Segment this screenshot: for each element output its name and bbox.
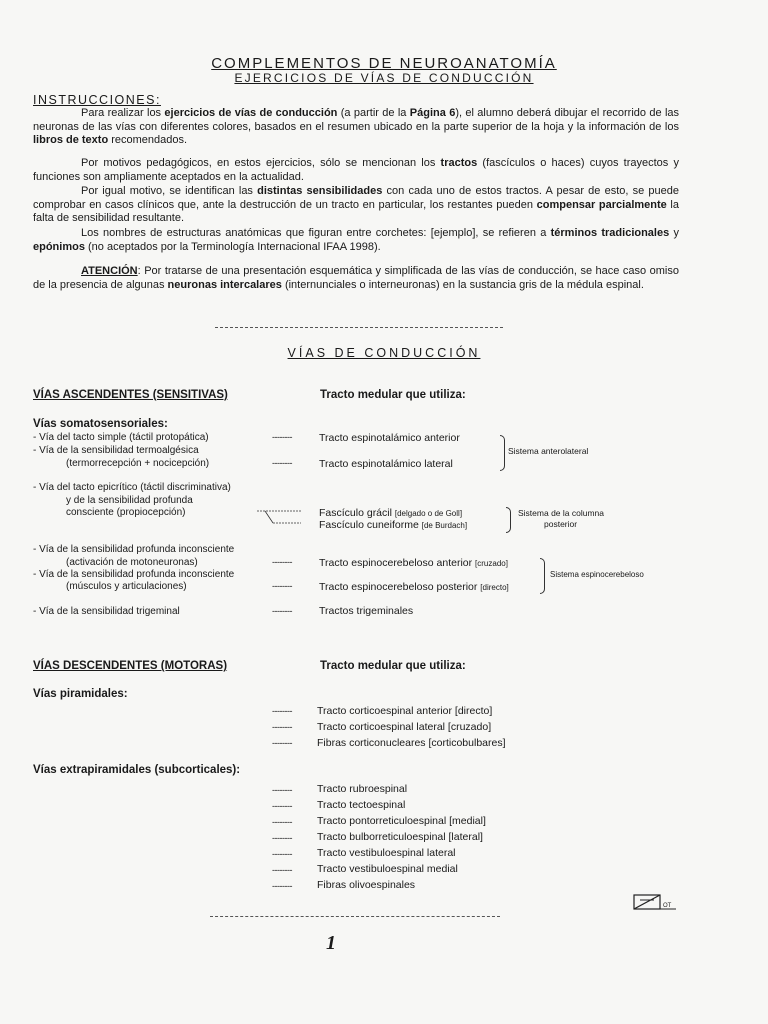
ascending-heading: VÍAS ASCENDENTES (SENSITIVAS) xyxy=(33,389,228,401)
author-stamp-icon xyxy=(632,891,678,915)
instructions-paragraph-4: Los nombres de estructuras anatómicas que figuran entre corchetes: [ejemplo], se refieren a términos tradicionales y epónimos (no aceptados por la Terminología Internacional IFAA 1998). xyxy=(33,227,680,253)
tract-pontorreticuloespinal: Tracto pontorreticuloespinal [medial] xyxy=(317,815,486,827)
svg-text:OT: OT xyxy=(663,903,672,909)
row-termoalgesica: - Vía de la sensibilidad termoalgésica xyxy=(33,445,199,456)
row-tacto-epicritico: - Vía del tacto epicrítico (táctil discriminativa) xyxy=(33,482,231,493)
group-columna-posterior-2: posterior xyxy=(544,519,578,529)
dash-ext-3: -------- xyxy=(272,817,292,827)
dash-1: -------- xyxy=(272,432,292,442)
dash-2: -------- xyxy=(272,458,292,468)
row-tacto-simple: - Vía del tacto simple (táctil protopática) xyxy=(33,432,209,443)
row-tacto-epicritico-2: y de la sensibilidad profunda xyxy=(66,495,193,506)
instructions-label: INSTRUCCIONES: xyxy=(33,93,161,107)
tract-rubroespinal: Tracto rubroespinal xyxy=(317,783,408,795)
dash-ext-6: -------- xyxy=(272,865,292,875)
tract-tectoespinal: Tracto tectoespinal xyxy=(317,799,406,811)
divider-bottom xyxy=(210,916,500,917)
group-columna-posterior-1: Sistema de la columna xyxy=(518,508,604,518)
divider-top xyxy=(215,327,503,328)
row-tacto-epicritico-3: consciente (propiocepción) xyxy=(66,507,186,518)
page-number: 1 xyxy=(326,932,336,954)
instructions-paragraph-1: Para realizar los ejercicios de vías de conducción (a partir de la Página 6), el alumno deberá dibujar el recorrido de las neuronas de las vías con diferentes colores, basados en el resumen ubicado en la parte superior de la hoja y la información de los libros de texto recomendados. xyxy=(33,107,680,146)
dash-ext-7: -------- xyxy=(272,881,292,891)
dash-4: -------- xyxy=(272,581,292,591)
dash-3: -------- xyxy=(272,557,292,567)
row-profunda-inconsciente-2-detail: (músculos y articulaciones) xyxy=(66,581,187,592)
dash-pyr-2: -------- xyxy=(272,722,292,732)
instructions-paragraph-2: Por motivos pedagógicos, en estos ejercicios, sólo se mencionan los tractos (fascículos o haces) cuyos trayectos y funciones son ampliamente aceptados en la actualidad. xyxy=(33,157,679,183)
brace-espinocerebeloso xyxy=(540,558,545,594)
row-profunda-inconsciente-1: - Vía de la sensibilidad profunda inconsciente xyxy=(33,544,235,555)
row-termoalgesica-detail: (termorrecepción + nocicepción) xyxy=(66,458,210,469)
instructions-paragraph-3: Por igual motivo, se identifican las distintas sensibilidades con cada uno de estos tractos. A pesar de esto, se puede comprobar en casos clínicos que, ante la destrucción de un tracto en particular, los restantes pueden compensar parcialmente la falta de sensibilidad resultante. xyxy=(33,185,680,224)
row-profunda-inconsciente-1-detail: (activación de motoneuronas) xyxy=(66,557,198,568)
section-title: VÍAS DE CONDUCCIÓN xyxy=(287,346,481,360)
dash-ext-4: -------- xyxy=(272,833,292,843)
dash-pyr-3: -------- xyxy=(272,738,292,748)
group-espinocerebeloso: Sistema espinocerebeloso xyxy=(550,570,644,579)
tract-espinocerebeloso-posterior: Tracto espinocerebeloso posterior [directo] xyxy=(319,581,509,593)
dash-5: -------- xyxy=(272,606,292,616)
row-profunda-inconsciente-2: - Vía de la sensibilidad profunda inconsciente xyxy=(33,569,235,580)
tract-espinotalamico-lateral: Tracto espinotalámico lateral xyxy=(319,458,453,470)
instructions-paragraph-5: ATENCIÓN: Por tratarse de una presentación esquemática y simplificada de las vías de conducción, se hace caso omiso de la presencia de algunas neuronas intercalares (internunciales o interneuronas) en la sustancia gris de la médula espinal. xyxy=(33,265,679,291)
tract-fasciculo-gracil: Fascículo grácil [delgado o de Goll] xyxy=(319,507,463,519)
tract-olivoespinales: Fibras olivoespinales xyxy=(317,879,416,891)
extrapyramidal-label: Vías extrapiramidales (subcorticales): xyxy=(33,764,241,776)
tract-corticoespinal-anterior: Tracto corticoespinal anterior [directo] xyxy=(317,705,493,717)
document-subtitle: EJERCICIOS DE VÍAS DE CONDUCCIÓN xyxy=(234,71,534,85)
dash-ext-1: -------- xyxy=(272,785,292,795)
tract-espinotalamico-anterior: Tracto espinotalámico anterior xyxy=(319,432,460,444)
dash-ext-5: -------- xyxy=(272,849,292,859)
pyramidal-label: Vías piramidales: xyxy=(33,688,128,700)
dash-ext-2: -------- xyxy=(272,801,292,811)
row-trigeminal: - Vía de la sensibilidad trigeminal xyxy=(33,606,180,617)
group-anterolateral: Sistema anterolateral xyxy=(508,446,589,456)
tract-espinocerebeloso-anterior: Tracto espinocerebeloso anterior [cruzado] xyxy=(319,557,508,569)
tract-trigeminales: Tractos trigeminales xyxy=(319,605,414,617)
descending-tract-heading: Tracto medular que utiliza: xyxy=(320,660,466,672)
brace-anterolateral xyxy=(500,435,505,471)
tract-corticoespinal-lateral: Tracto corticoespinal lateral [cruzado] xyxy=(317,721,492,733)
brace-columna-posterior xyxy=(506,507,511,533)
tract-corticonucleares: Fibras corticonucleares [corticobulbares] xyxy=(317,737,506,749)
document-title: COMPLEMENTOS DE NEUROANATOMÍA xyxy=(211,55,557,72)
tract-vestibuloespinal-lateral: Tracto vestibuloespinal lateral xyxy=(317,847,456,859)
tract-fasciculo-cuneiforme: Fascículo cuneiforme [de Burdach] xyxy=(319,519,468,531)
connector-column-posterior xyxy=(255,505,305,527)
dash-pyr-1: -------- xyxy=(272,706,292,716)
somatosensory-label: Vías somatosensoriales: xyxy=(33,418,168,430)
tract-bulborreticuloespinal: Tracto bulborreticuloespinal [lateral] xyxy=(317,831,483,843)
tract-vestibuloespinal-medial: Tracto vestibuloespinal medial xyxy=(317,863,458,875)
ascending-tract-heading: Tracto medular que utiliza: xyxy=(320,389,466,401)
descending-heading: VÍAS DESCENDENTES (MOTORAS) xyxy=(33,660,228,672)
